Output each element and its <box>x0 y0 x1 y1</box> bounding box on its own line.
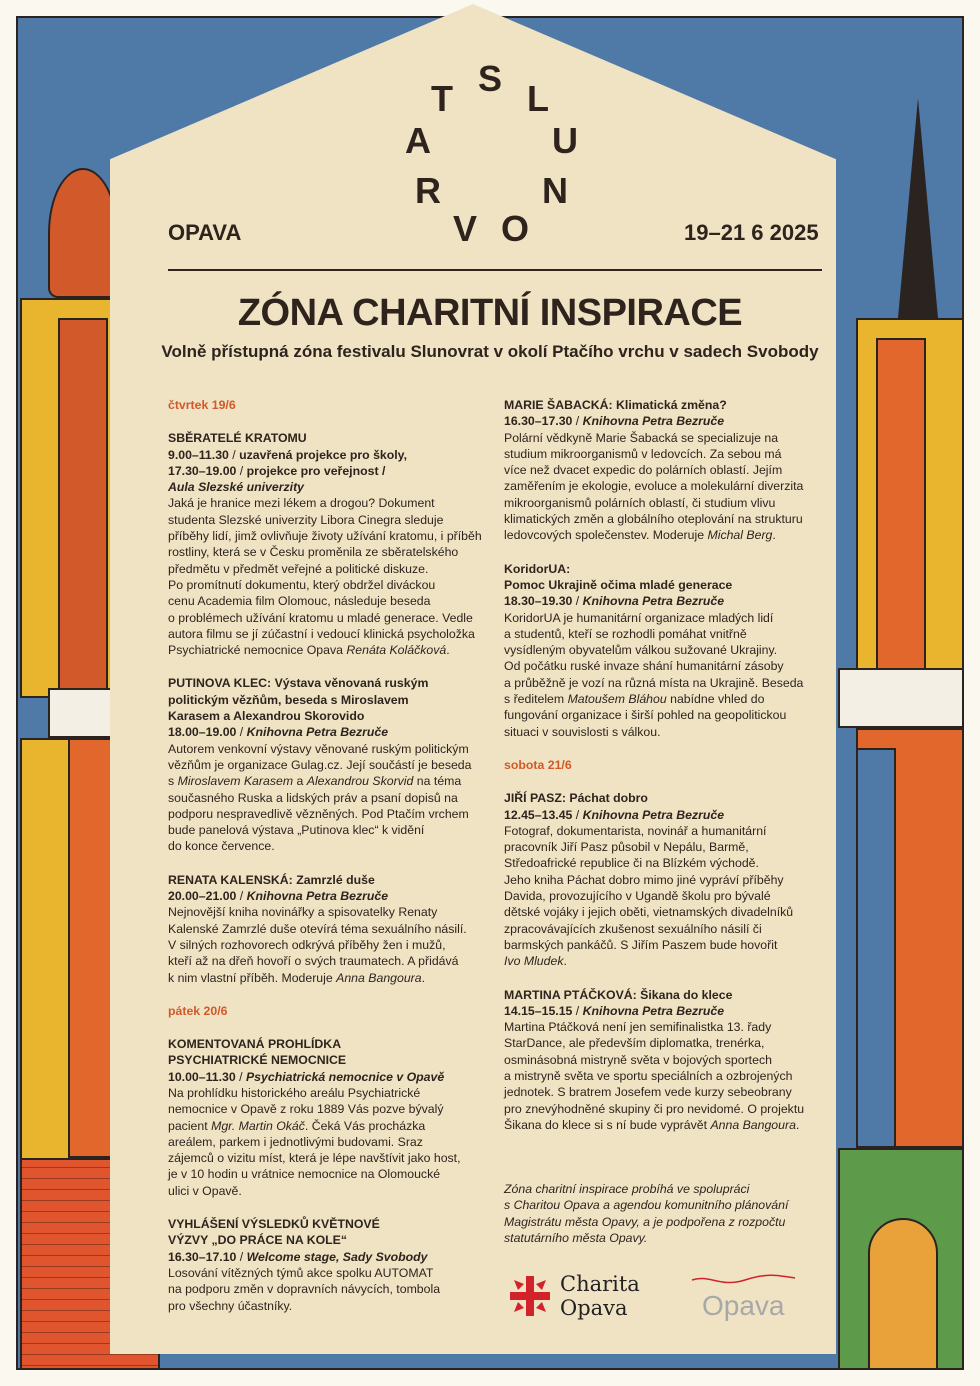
event-schedule: 12.45–13.45 / Knihovna Petra Bezruče <box>504 807 725 822</box>
event-title: MARTINA PTÁČKOVÁ: Šikana do klece <box>504 987 733 1002</box>
logo-letter: A <box>405 120 431 161</box>
charita-logo <box>508 1272 640 1320</box>
divider <box>168 269 822 271</box>
event-title: SBĚRATELÉ KRATOMU <box>168 431 307 446</box>
event-description: Polární vědkyně Marie Šabacká se specializuje na studium mikroorganismů v ledovcích. Za sebou má více než dvacet expedic do polárních oblastí. Jejím zaměřením je ekologie, evoluce a molekulární diverzita mikroorganismů polárních oblastí, či studium vlivu klimatických změn a globálního oteplování na strukturu ledovcových společenstev. Moderuje Michal Berg. <box>504 430 804 543</box>
event-description: Nejnovější kniha novinářky a spisovatelky Renaty Kalenské Zamrzlé duše otevírá téma sexuálního násilí. V silných rozhovorech odkrývá příběhy žen i mužů, kteří až na dřeň hovoří o svých traumatech. A přidává k nim vlastní příběh. Moderuje Anna Bangoura. <box>168 905 467 985</box>
day-label: sobota 21/6 <box>504 757 572 772</box>
program-event <box>504 987 844 1134</box>
program-event <box>168 1216 508 1314</box>
festival-dates: 19–21 6 2025 <box>684 220 819 245</box>
page-title: ZÓNA CHARITNÍ INSPIRACE <box>237 292 743 334</box>
logo-letter: S <box>477 58 502 99</box>
event-schedule: 18.00–19.00 / Knihovna Petra Bezruče <box>168 725 389 740</box>
event-description: Fotograf, dokumentarista, novinář a humanitární pracovník Jiří Pasz působil v Nepálu, Barmě, Středoafrické republice či na Blízkém východě. Jeho kniha Páchat dobro mimo jiné vypráví příběhy Davida, provozujícího v Ugandě školu pro bývalé dětské vojáky i jejich oběti, vietnamských divadelníků zpracovávajících zkušenost sexuálního násilí či barmských pankáčů. S Jiřím Paszem bude hovořit Ivo Mludek. <box>504 823 794 969</box>
logo-letter: O <box>500 208 529 249</box>
program-event <box>504 397 844 544</box>
program-column-right <box>504 397 844 1150</box>
logo-letter: R <box>415 170 441 211</box>
subtitle: Volně přístupná zóna festivalu Slunovrat v okolí Ptačího vrchu v sadech Svobody <box>161 342 819 361</box>
opava-logo-text: Opava <box>702 1290 785 1321</box>
event-title: JIŘÍ PASZ: Páchat dobro <box>504 791 648 806</box>
event-description: Losování vítězných týmů akce spolku AUTOMAT na podporu změn v dopravních návycích, tombola pro všechny účastníky. <box>168 1265 441 1313</box>
logo-letter: U <box>552 120 578 161</box>
event-description: Jaká je hranice mezi lékem a drogou? Dokument studenta Slezské univerzity Libora Cinegra sleduje příběhy lidí, jimž ovlivňuje životy užívání kratomu, i příběh rostliny, která se v Česku proměnila ze sběratelského předmětu v předmět veřejné a politické diskuze. Po promítnutí dokumentu, který obdržel diváckou cenu Academia film Olomouc, následuje beseda o problémech užívání kratomu u mladé generace. Vedle autora filmu se jí zúčastní i vedoucí klinická psycholožka Psychiatrické nemocnice Opava Renáta Koláčková. <box>168 496 482 658</box>
event-schedule: 16.30–17.10 / Welcome stage, Sady Svobody <box>168 1249 428 1264</box>
program-event <box>504 561 844 740</box>
event-title: KOMENTOVANÁ PROHLÍDKA PSYCHIATRICKÉ NEMOCNICE <box>168 1037 347 1068</box>
event-description: Martina Ptáčková není jen semifinalistka 13. řady StarDance, ale především diplomatka, trenérka, osminásobná mistryně světa v bojových sportech a mistryně světa ve sportu speciálních a ozbrojených jednotek. S bratrem Josefem vede kurzy sebeobrany pro znevýhodněné skupiny či pro nevidomé. O projektu Šikana do klece si s ní bude vyprávět Anna Bangoura. <box>504 1020 805 1132</box>
event-title: KoridorUA: Pomoc Ukrajině očima mladé generace <box>504 561 733 592</box>
program-event <box>168 675 508 854</box>
charita-cross-icon <box>508 1274 552 1318</box>
logo-letter: T <box>431 78 453 119</box>
program-column-left <box>168 397 508 1331</box>
opava-swoosh-icon <box>690 1270 800 1290</box>
city-label: OPAVA <box>168 220 242 245</box>
event-schedule: 18.30–19.30 / Knihovna Petra Bezruče <box>504 594 725 609</box>
logo-letter: N <box>542 170 568 211</box>
charita-city: Opava <box>560 1296 628 1320</box>
event-description: Autorem venkovní výstavy věnované ruským politickým vězňům je organizace Gulag.cz. Její součástí je beseda s Miroslavem Karasem a Alexandrou Skorvid na téma současného Ruska a lidských práv a psaní dopisů na podporu nespravedlivě vězněných. Pod Ptačím vrchem bude panelová výstava „Putinova klec“ k vidění do konce července. <box>168 741 472 854</box>
event-title: RENATA KALENSKÁ: Zamrzlé duše <box>168 872 375 887</box>
event-title: PUTINOVA KLEC: Výstava věnovaná ruským politickým vězňům, beseda s Miroslavem Karasem a Alexandrou Skorovido <box>168 676 429 724</box>
day-label: čtvrtek 19/6 <box>168 398 236 412</box>
event-title: MARIE ŠABACKÁ: Klimatická změna? <box>504 398 727 412</box>
logo-letter: L <box>527 78 549 119</box>
opava-city-logo <box>690 1270 800 1330</box>
program-event <box>168 872 508 986</box>
program-event <box>168 1036 508 1199</box>
event-title: VYHLÁŠENÍ VÝSLEDKŮ KVĚTNOVÉ VÝZVY „DO PRÁCE NA KOLE“ <box>168 1217 380 1248</box>
event-schedule: 10.00–11.30 / Psychiatrická nemocnice v Opavě <box>168 1069 445 1084</box>
partnership-note: Zóna charitní inspirace probíhá ve spolupráci s Charitou Opava a agendou komunitního plánování Magistrátu města Opavy, a je podpořena z rozpočtu statutárního města Opavy. <box>504 1182 789 1245</box>
event-schedule: 14.15–15.15 / Knihovna Petra Bezruče <box>504 1003 725 1018</box>
event-description: Na prohlídku historického areálu Psychiatrické nemocnice v Opavě z roku 1889 Vás pozve bývalý pacient Mgr. Martin Okáč. Čeká Vás procházka areálem, parkem i jednotlivými budovami. Sraz zájemců o vizitu míst, která je lépe navštívit jako host, je v 10 hodin u vrátnice nemocnice na Olomoucké ulici v Opavě. <box>168 1085 461 1198</box>
charita-name: Charita <box>560 1272 640 1296</box>
event-schedule: 9.00–11.30 / uzavřená projekce pro školy, 17.30–19.00 / projekce pro veřejnost / Aula Slezské univerzity <box>168 447 408 495</box>
logo-letter: V <box>452 208 477 249</box>
event-description: KoridorUA je humanitární organizace mladých lidí a studentů, kteří se rozhodli pomáhat vnitřně vysídleným obyvatelům válkou sužované Ukrajiny. Od počátku ruské invaze shání humanitární zásoby a průběžně je vozí na různá místa na Ukrajině. Beseda s ředitelem Matoušem Bláhou nabídne vhled do fungování organizace i širší pohled na geopolitickou situaci v souvislosti s válkou. <box>504 610 804 739</box>
event-schedule: 16.30–17.30 / Knihovna Petra Bezruče <box>504 414 725 429</box>
program-event <box>504 790 844 969</box>
day-label: pátek 20/6 <box>168 1003 228 1018</box>
program-event <box>168 430 508 658</box>
event-schedule: 20.00–21.00 / Knihovna Petra Bezruče <box>168 889 389 904</box>
